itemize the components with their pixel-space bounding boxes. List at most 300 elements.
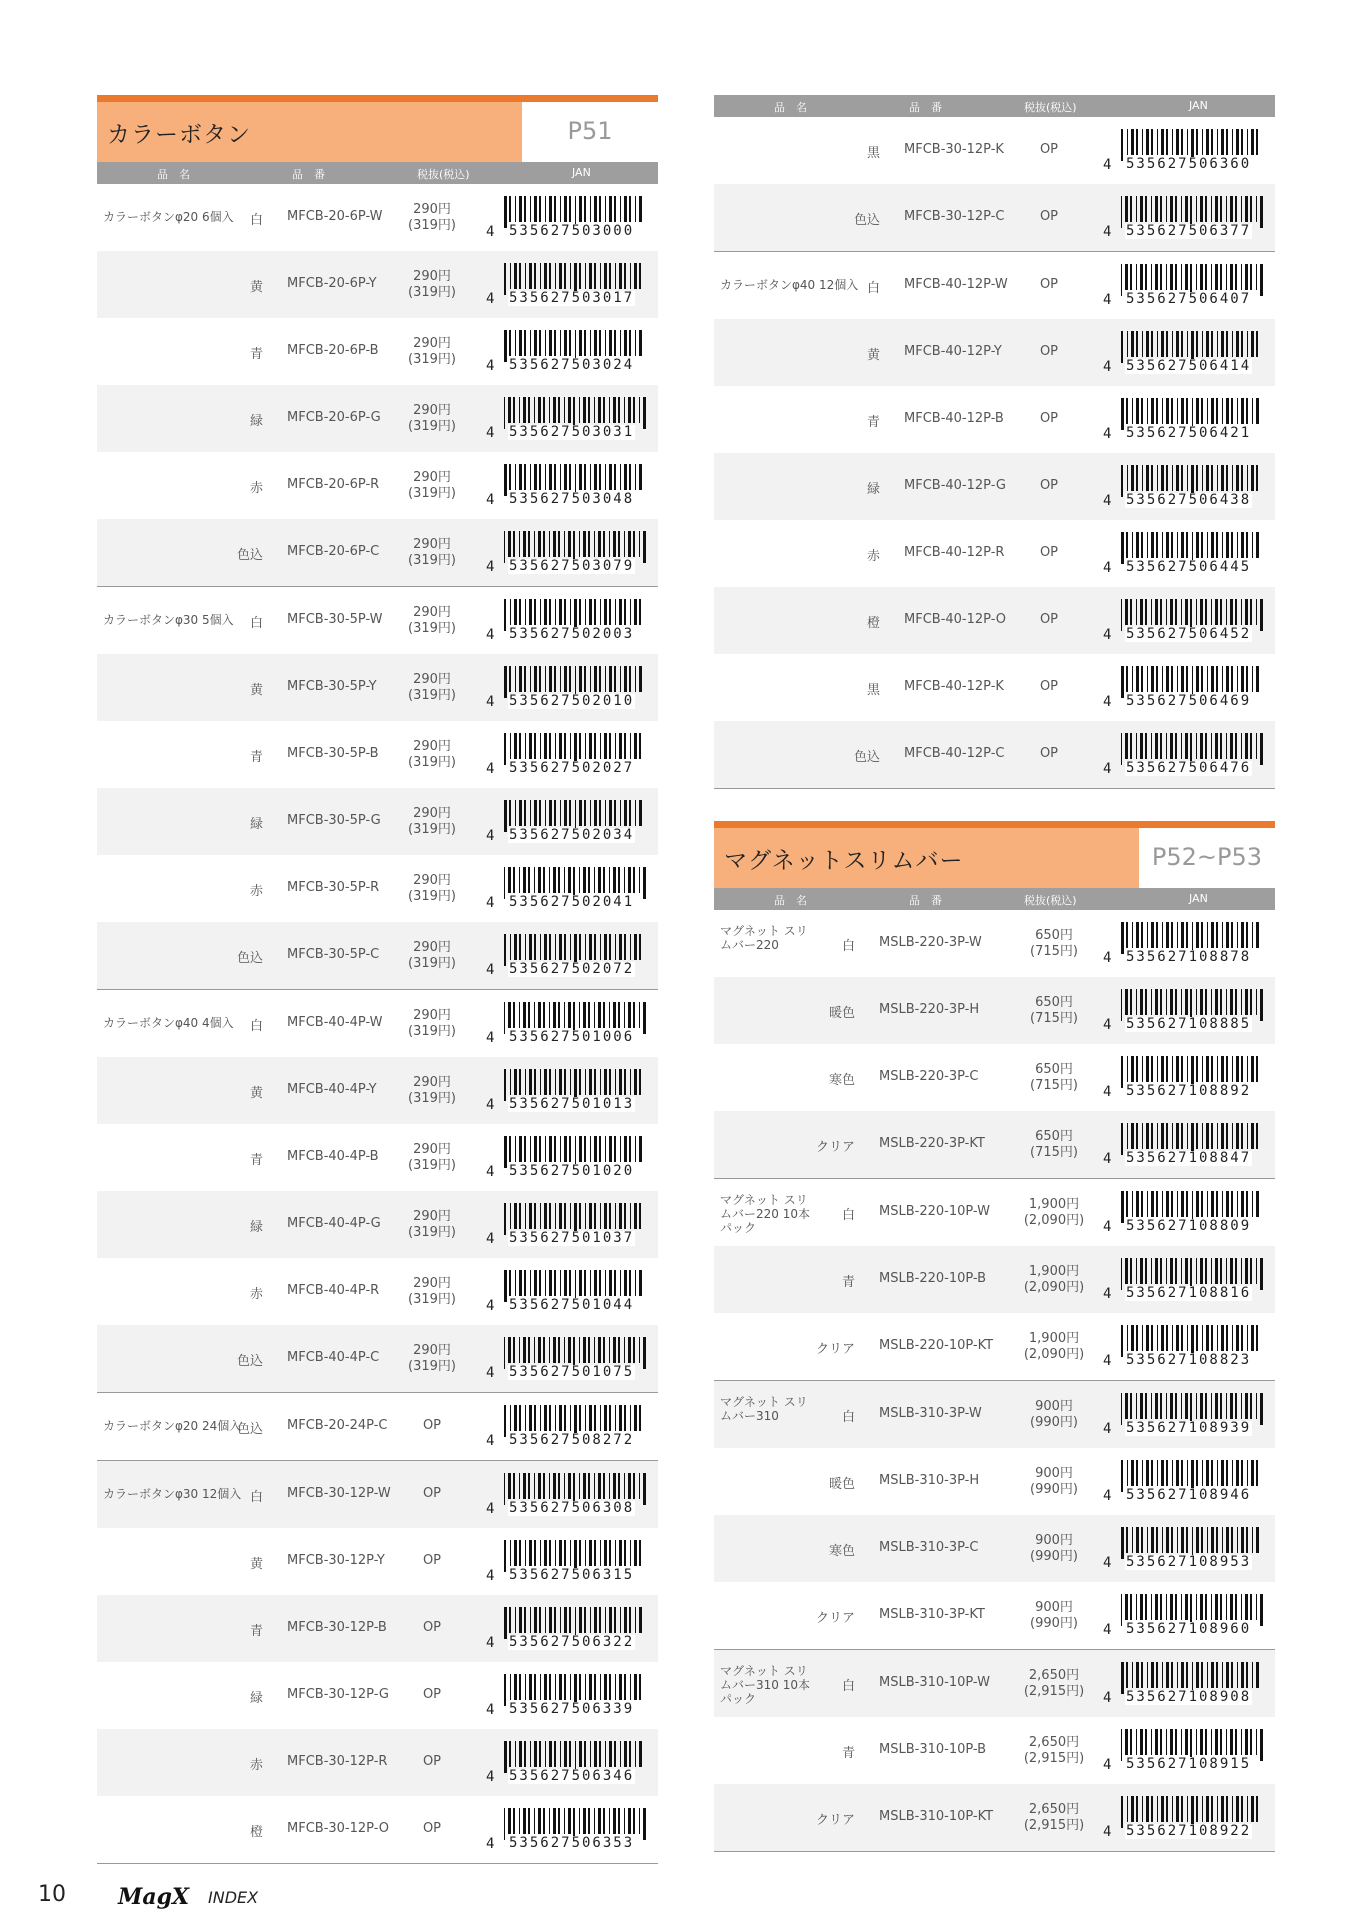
barcode-bar: [1235, 1258, 1237, 1284]
barcode-bar: [1121, 1729, 1122, 1761]
barcode-bar: [534, 934, 536, 960]
barcode-bar: [1125, 1594, 1128, 1620]
table-row: [97, 1662, 658, 1729]
barcode-bar: [1235, 599, 1237, 625]
table-row: [714, 184, 1275, 251]
barcode-bar: [1241, 1796, 1243, 1822]
barcode-bar: [604, 1540, 607, 1566]
barcode-bar: [1251, 1796, 1254, 1822]
jan-first-digit: 4: [1103, 157, 1112, 173]
jan-number: 535627502041: [509, 894, 635, 910]
barcode-bar: [1215, 1393, 1218, 1419]
barcode-bar: [545, 1607, 546, 1633]
barcode-bar: [1162, 1191, 1163, 1217]
barcode-bar: [539, 1741, 541, 1767]
barcode-bar: [1247, 465, 1248, 491]
barcode-bar: [1132, 1527, 1133, 1553]
barcode-bar: [568, 1002, 571, 1028]
color-label: 黄: [249, 1557, 263, 1572]
jan-first-digit: 4: [1103, 493, 1112, 509]
barcode-bar: [620, 1607, 621, 1633]
barcode-bar: [1166, 1662, 1169, 1688]
barcode-bar: [504, 666, 507, 698]
price-value: 1,900円: [1028, 1197, 1080, 1212]
barcode-bar: [579, 531, 580, 557]
barcode-bar: [1151, 532, 1154, 558]
barcode-bar: [1166, 1460, 1168, 1486]
price: [1019, 1802, 1089, 1834]
jan-first-digit: 4: [486, 1836, 495, 1852]
jan-number: 535627502003: [509, 626, 635, 642]
barcode-bar: [585, 733, 586, 759]
barcode-bar: [568, 867, 571, 893]
barcode-bar: [564, 800, 567, 826]
barcode-bar: [509, 666, 511, 692]
barcode-bar: [1121, 1796, 1123, 1828]
price-value: 290円: [413, 269, 451, 284]
price-value: OP: [1039, 142, 1059, 157]
barcode-bar: [624, 1540, 626, 1566]
barcode-bar: [633, 397, 635, 423]
page-number: 10: [38, 1882, 66, 1907]
barcode-bar: [609, 531, 610, 557]
barcode-bar: [504, 1203, 506, 1235]
barcode-bar: [594, 464, 597, 490]
color-label: 色込: [236, 548, 263, 563]
barcode-bar: [634, 1540, 637, 1566]
barcode-bar: [524, 196, 526, 222]
barcode-bar: [545, 800, 546, 826]
price-value: 290円: [413, 470, 451, 485]
barcode-bar: [599, 666, 601, 692]
barcode-bar: [628, 1808, 631, 1834]
table-row: [714, 587, 1275, 654]
barcode-bar: [579, 397, 580, 423]
barcode-bar: [1126, 1662, 1128, 1688]
barcode-bar: [630, 1405, 631, 1431]
barcode-bar: [1140, 1393, 1143, 1419]
table-row: [714, 721, 1275, 789]
barcode-bar: [569, 1607, 571, 1633]
barcode-bar: [570, 263, 571, 289]
price: [1014, 612, 1084, 628]
barcode-bar: [1206, 1460, 1209, 1486]
barcode-bar: [525, 1203, 526, 1229]
barcode-bar: [1175, 599, 1177, 625]
product-code: MFCB-40-12P-W: [904, 277, 1008, 292]
product-code: MFCB-40-12P-O: [904, 612, 1006, 627]
barcode-bar: [624, 1741, 627, 1767]
barcode-bar: [588, 1337, 590, 1363]
table-row: [714, 1784, 1275, 1852]
barcode-bar: [1181, 465, 1183, 491]
barcode-bar: [1215, 1594, 1218, 1620]
barcode-bar: [1256, 1729, 1257, 1755]
barcode-bar: [1126, 666, 1128, 692]
barcode-bar: [1175, 1393, 1177, 1419]
barcode-bar: [1187, 331, 1188, 357]
price-value: 290円: [413, 1343, 451, 1358]
product-code: MFCB-30-5P-R: [287, 880, 380, 895]
price-with-tax: (715円): [1030, 944, 1078, 959]
barcode-bar: [1185, 599, 1188, 625]
barcode-bar: [529, 1069, 532, 1095]
barcode-bar: [620, 666, 621, 692]
jan-number: 535627108892: [1126, 1083, 1252, 1099]
barcode-bar: [558, 1808, 560, 1834]
color-label: 黒: [866, 146, 880, 161]
barcode-bar: [1211, 922, 1214, 948]
barcode-bar: [613, 1002, 616, 1028]
barcode-bar: [1136, 1393, 1137, 1419]
header-jan: JAN: [1189, 892, 1208, 905]
barcode-bar: [564, 1473, 565, 1499]
barcode-bar: [613, 1808, 616, 1834]
barcode-bar: [1246, 1662, 1248, 1688]
jan-number: 535627506469: [1126, 693, 1252, 709]
barcode-bar: [554, 196, 556, 222]
barcode-bar: [1121, 666, 1124, 698]
barcode-bar: [630, 1203, 631, 1229]
barcode-bar: [1256, 1393, 1257, 1419]
header-name: 品 名: [157, 168, 190, 181]
barcode-bar: [560, 464, 561, 490]
barcode-bar: [1185, 1258, 1188, 1284]
barcode-bar: [560, 330, 561, 356]
barcode-bar: [1130, 1258, 1132, 1284]
barcode-bar: [589, 263, 592, 289]
barcode-bar: [594, 330, 597, 356]
barcode-bar: [624, 800, 627, 826]
barcode-bar: [1166, 599, 1167, 625]
barcode-bar: [1237, 1191, 1238, 1217]
product-code: MFCB-30-5P-W: [287, 612, 383, 627]
barcode-bar: [609, 1808, 610, 1834]
header-price: 税抜(税込): [1024, 101, 1077, 114]
barcode-bar: [1175, 196, 1177, 222]
price: [1014, 411, 1084, 427]
barcode-bar: [559, 263, 562, 289]
barcode-bar: [1151, 1258, 1152, 1284]
barcode-bar: [1207, 398, 1208, 424]
jan-number: 535627506407: [1126, 291, 1252, 307]
barcode-bar: [588, 1002, 590, 1028]
price: [397, 1343, 467, 1375]
barcode-bar: [1175, 989, 1177, 1015]
barcode-bar: [1157, 465, 1158, 491]
barcode-bar: [1160, 1729, 1162, 1755]
barcode-bar: [643, 1002, 646, 1034]
barcode-bar: [1252, 922, 1253, 948]
barcode-bar: [1250, 1594, 1252, 1620]
barcode-bar: [1206, 1325, 1209, 1351]
barcode-bar: [1172, 1325, 1173, 1351]
barcode-bar: [554, 666, 556, 692]
barcode-bar: [598, 1473, 601, 1499]
jan-first-digit: 4: [486, 1769, 495, 1785]
price-with-tax: (319円): [408, 1292, 456, 1307]
barcode-bar: [609, 1002, 610, 1028]
barcode-bar: [603, 397, 605, 423]
barcode-bar: [629, 1136, 631, 1162]
barcode-bar: [1196, 922, 1199, 948]
barcode-bar: [1220, 1729, 1222, 1755]
price-with-tax: (319円): [408, 956, 456, 971]
barcode-bar: [624, 666, 627, 692]
color-label: 青: [841, 1746, 855, 1761]
price: [397, 1209, 467, 1241]
barcode-bar: [624, 1002, 625, 1028]
barcode-bar: [1142, 129, 1143, 155]
barcode-bar: [513, 531, 515, 557]
barcode-bar: [534, 531, 535, 557]
table-row: [97, 1460, 658, 1528]
barcode-bar: [609, 666, 612, 692]
product-name: カラーボタンφ40 4個入: [103, 1016, 234, 1030]
color-label: 暖色: [828, 1006, 855, 1021]
barcode-bar: [1155, 1594, 1158, 1620]
price-value: OP: [1039, 746, 1059, 761]
barcode-bar: [584, 1136, 586, 1162]
barcode-bar: [1177, 666, 1178, 692]
jan-first-digit: 4: [1103, 1690, 1112, 1706]
jan-first-digit: 4: [486, 1164, 495, 1180]
barcode-bar: [1205, 1258, 1207, 1284]
header-jan: JAN: [572, 166, 591, 179]
color-label: 寒色: [828, 1544, 855, 1559]
price-value: 650円: [1035, 928, 1073, 943]
color-label: 白: [249, 1019, 263, 1034]
barcode-bar: [1226, 1460, 1228, 1486]
color-label: 暖色: [828, 1477, 855, 1492]
barcode-bar: [594, 934, 596, 960]
barcode-bar: [1221, 1123, 1224, 1149]
jan-barcode: [1103, 532, 1263, 576]
barcode-bar: [604, 1405, 607, 1431]
barcode-bar: [1151, 398, 1154, 424]
barcode-bar: [564, 934, 566, 960]
barcode-bar: [519, 196, 522, 222]
jan-number: 535627506421: [1126, 425, 1252, 441]
jan-number: 535627506438: [1126, 492, 1252, 508]
table-row: [97, 1258, 658, 1325]
jan-barcode: [486, 1337, 646, 1381]
price: [397, 1687, 467, 1703]
barcode-bar: [513, 1002, 515, 1028]
barcode-bar: [584, 1607, 586, 1633]
barcode-bar: [1202, 1325, 1203, 1351]
barcode-bar: [1237, 532, 1238, 558]
barcode-bar: [639, 1203, 641, 1229]
barcode-bar: [619, 934, 622, 960]
barcode-bar: [543, 1473, 545, 1499]
product-code: MFCB-30-5P-B: [287, 746, 379, 761]
barcode-bar: [528, 397, 530, 423]
barcode-bar: [1196, 1460, 1198, 1486]
barcode-bar: [628, 1002, 631, 1028]
barcode-bar: [1136, 1729, 1137, 1755]
barcode-bar: [1236, 465, 1239, 491]
color-label: 黄: [249, 1086, 263, 1101]
barcode-bar: [635, 196, 636, 222]
barcode-bar: [1140, 1594, 1143, 1620]
barcode-bar: [519, 1069, 521, 1095]
barcode-bar: [1142, 1796, 1143, 1822]
barcode-bar: [564, 1674, 566, 1700]
price-with-tax: (319円): [408, 1225, 456, 1240]
product-code: MSLB-310-10P-B: [879, 1742, 987, 1757]
barcode-bar: [634, 263, 637, 289]
barcode-bar: [1256, 599, 1257, 625]
product-name: マグネット スリムバー220: [720, 924, 808, 952]
barcode-bar: [630, 733, 631, 759]
barcode-bar: [629, 196, 631, 222]
barcode-bar: [619, 1203, 622, 1229]
barcode-bar: [590, 330, 591, 356]
barcode-bar: [583, 531, 586, 557]
price-value: 650円: [1035, 1129, 1073, 1144]
barcode-bar: [590, 666, 591, 692]
barcode-bar: [1151, 1527, 1154, 1553]
barcode-bar: [1170, 599, 1173, 625]
jan-number: 535627502034: [509, 827, 635, 843]
barcode-bar: [510, 733, 511, 759]
product-code: MSLB-220-10P-W: [879, 1204, 990, 1219]
barcode-bar: [559, 1405, 562, 1431]
barcode-bar: [1170, 1594, 1173, 1620]
barcode-bar: [1226, 1393, 1227, 1419]
barcode-bar: [609, 1203, 611, 1229]
barcode-bar: [594, 867, 595, 893]
barcode-bar: [1211, 1460, 1213, 1486]
barcode-bar: [1166, 264, 1167, 290]
barcode-bar: [519, 867, 520, 893]
barcode-bar: [544, 1069, 547, 1095]
barcode-bar: [583, 867, 586, 893]
jan-number: 535627503048: [509, 491, 635, 507]
product-code: MFCB-40-4P-G: [287, 1216, 381, 1231]
barcode-bar: [549, 1270, 552, 1296]
barcode-bar: [624, 196, 627, 222]
jan-barcode: [1103, 129, 1263, 173]
barcode-bar: [508, 397, 511, 423]
barcode-bar: [1166, 1325, 1168, 1351]
barcode-bar: [1155, 1729, 1158, 1755]
barcode-bar: [504, 599, 506, 631]
barcode-bar: [1181, 264, 1182, 290]
barcode-bar: [543, 1002, 545, 1028]
barcode-bar: [564, 531, 565, 557]
barcode-bar: [1230, 1594, 1233, 1620]
jan-first-digit: 4: [486, 1298, 495, 1314]
barcode-bar: [1151, 465, 1153, 491]
barcode-bar: [519, 464, 522, 490]
barcode-bar: [620, 1270, 621, 1296]
barcode-bar: [1226, 1191, 1229, 1217]
barcode-bar: [1256, 1056, 1258, 1082]
barcode-bar: [630, 263, 631, 289]
barcode-bar: [1256, 733, 1257, 759]
barcode-bar: [529, 599, 532, 625]
price-value: 290円: [413, 605, 451, 620]
right-column: [714, 95, 1275, 1852]
table-row: [714, 386, 1275, 453]
barcode-bar: [534, 263, 536, 289]
barcode-bar: [540, 1203, 541, 1229]
barcode-bar: [639, 1270, 642, 1296]
barcode-bar: [1230, 1729, 1233, 1755]
price-value: 900円: [1035, 1600, 1073, 1615]
barcode-bar: [510, 599, 511, 625]
barcode-bar: [1250, 1258, 1252, 1284]
barcode-bar: [579, 733, 581, 759]
barcode-bar: [1161, 465, 1164, 491]
product-code: MFCB-20-6P-G: [287, 410, 381, 425]
barcode-bar: [1206, 1056, 1209, 1082]
barcode-bar: [504, 733, 506, 765]
jan-barcode: [1103, 465, 1263, 509]
barcode-bar: [639, 599, 641, 625]
barcode-bar: [1245, 196, 1248, 222]
barcode-bar: [1216, 1191, 1218, 1217]
barcode-bar: [579, 1002, 580, 1028]
barcode-bar: [553, 1808, 556, 1834]
barcode-bar: [524, 1270, 526, 1296]
barcode-bar: [589, 1540, 592, 1566]
barcode-bar: [634, 934, 637, 960]
product-code: MSLB-220-3P-H: [879, 1002, 980, 1017]
barcode-bar: [584, 464, 586, 490]
barcode-bar: [564, 1270, 567, 1296]
barcode-bar: [605, 1270, 606, 1296]
price-value: OP: [1039, 344, 1059, 359]
jan-number: 535627108946: [1126, 1487, 1252, 1503]
barcode-bar: [1132, 922, 1133, 948]
price-value: 650円: [1035, 995, 1073, 1010]
barcode-bar: [594, 1203, 596, 1229]
barcode-bar: [1125, 989, 1128, 1015]
barcode-bar: [1241, 1191, 1244, 1217]
barcode-bar: [1136, 1594, 1137, 1620]
barcode-bar: [1160, 264, 1162, 290]
barcode-bar: [1125, 196, 1128, 222]
jan-barcode: [1103, 1662, 1263, 1706]
barcode-bar: [530, 1270, 531, 1296]
barcode-bar: [528, 1337, 530, 1363]
barcode-bar: [579, 1270, 582, 1296]
barcode-bar: [1121, 465, 1123, 497]
barcode-bar: [1215, 599, 1218, 625]
barcode-bar: [509, 1741, 511, 1767]
jan-first-digit: 4: [1103, 1017, 1112, 1033]
table-row: [97, 519, 658, 586]
jan-barcode: [1103, 1056, 1263, 1100]
barcode-bar: [1132, 1662, 1133, 1688]
barcode-bar: [1211, 1258, 1212, 1284]
price-value: OP: [422, 1620, 442, 1635]
barcode-bar: [1166, 733, 1167, 759]
barcode-bar: [523, 1337, 526, 1363]
barcode-bar: [1187, 1460, 1188, 1486]
price-with-tax: (319円): [408, 1158, 456, 1173]
barcode-bar: [624, 1136, 627, 1162]
barcode-bar: [543, 531, 545, 557]
barcode-bar: [584, 1741, 586, 1767]
barcode-bar: [539, 800, 541, 826]
barcode-bar: [570, 1540, 571, 1566]
barcode-bar: [585, 1674, 586, 1700]
barcode-bar: [538, 1337, 541, 1363]
